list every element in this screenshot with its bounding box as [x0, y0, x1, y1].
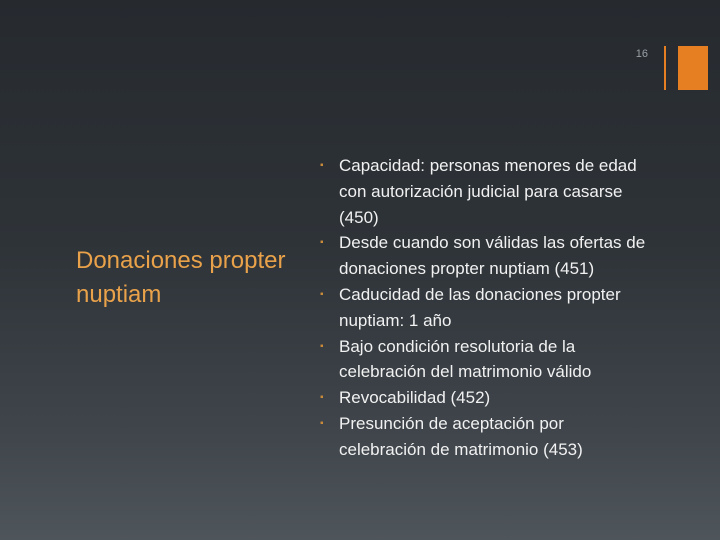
page-number: 16: [635, 48, 648, 60]
bullet-item-capacidad: [320, 153, 650, 230]
square-bullet-icon: ▪: [320, 340, 324, 352]
accent-block: [678, 46, 708, 90]
square-bullet-icon: ▪: [320, 237, 324, 249]
square-bullet-icon: ▪: [320, 392, 324, 404]
bullet-text: Capacidad: personas menores de edad con autorización judicial para casarse (450): [339, 156, 637, 227]
bullet-item-condicion-resolutoria: [320, 334, 650, 386]
square-bullet-icon: ▪: [320, 160, 324, 171]
bullet-list: [320, 153, 650, 463]
bullet-item-presuncion-aceptacion: [320, 411, 650, 463]
bullet-item-validez-ofertas: [320, 230, 650, 282]
bullet-text: Desde cuando son válidas las ofertas de donaciones propter nuptiam (451): [339, 233, 646, 279]
bullet-item-revocabilidad: [320, 385, 650, 411]
accent-divider-line: [664, 46, 666, 90]
bullet-text: Caducidad de las donaciones propter nuptiam: 1 año: [339, 284, 621, 330]
square-bullet-icon: ▪: [320, 288, 324, 300]
bullet-text: Revocabilidad (452): [339, 388, 491, 408]
bullet-text: Presunción de aceptación por celebración de matrimonio (453): [339, 413, 583, 459]
square-bullet-icon: ▪: [320, 417, 324, 429]
bullet-item-caducidad: [320, 282, 650, 334]
slide-title: Donaciones propter nuptiam: [76, 247, 286, 308]
bullet-text: Bajo condición resolutoria de la celebración del matrimonio válido: [339, 336, 592, 382]
